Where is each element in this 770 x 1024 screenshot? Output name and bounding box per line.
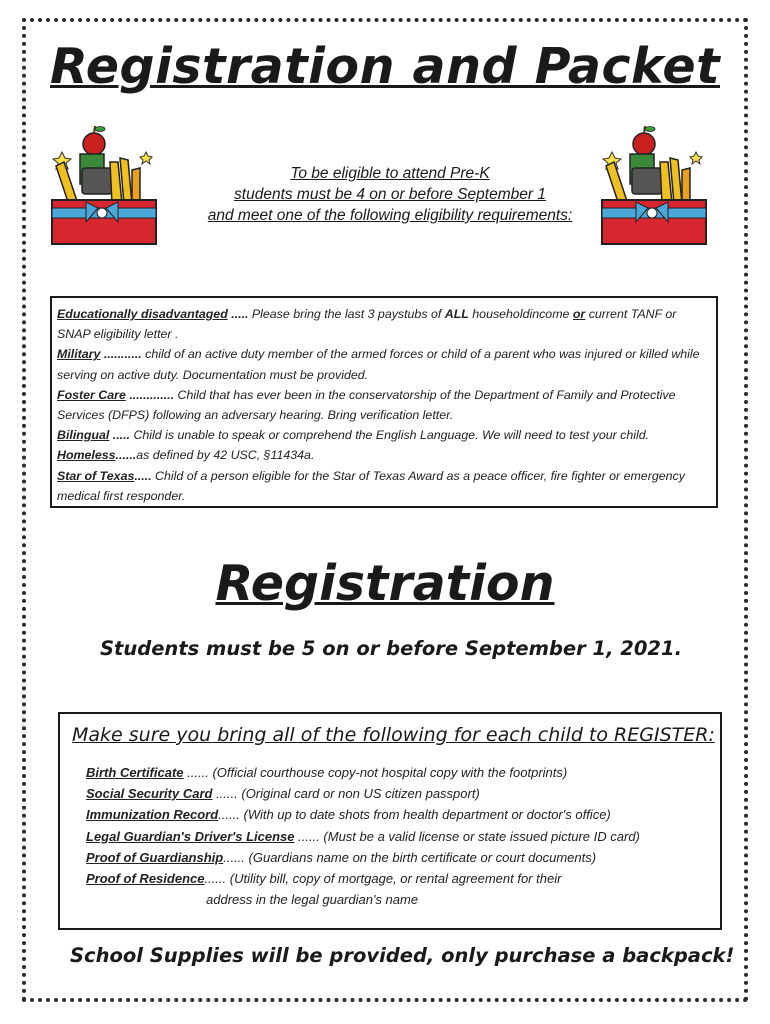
document-text: (With up to date shots from health department or doctor's office)	[243, 807, 611, 823]
document-continuation: address in the legal guardian's name	[206, 892, 419, 908]
requirement-text: Child of a person eligible for the Star of Texas Award as a peace officer, fire fighter or emergency medical first responder.	[57, 468, 685, 503]
requirement-emphasis: or	[572, 307, 586, 321]
requirement-emphasis: ALL	[444, 307, 469, 321]
document-dots: ......	[212, 786, 242, 802]
requirement-term: Homeless	[57, 448, 116, 463]
requirement-text: current TANF or SNAP eligibility letter .	[57, 307, 677, 342]
eligibility-line-1: To be eligible to attend Pre-K	[290, 165, 490, 182]
document-text: (Original card or non US citizen passport)	[241, 786, 480, 802]
document-proof-of-residence	[86, 868, 716, 889]
document-term: Legal Guardian's Driver's License	[86, 828, 295, 844]
documents-list	[86, 762, 716, 910]
requirement-star-of-texas	[57, 466, 708, 506]
document-dots: ......	[183, 765, 213, 780]
document-dots: ......	[294, 828, 324, 844]
requirement-dots: .....	[134, 468, 156, 483]
age-requirement: Students must be 5 on or before September 1, 2021.	[100, 637, 682, 660]
requirement-term: Educationally disadvantaged	[57, 307, 228, 321]
requirement-bilingual	[57, 425, 708, 445]
documents-heading: Make sure you bring all of the following for each child to REGISTER:	[72, 724, 715, 746]
requirement-educationally-disadvantaged	[57, 304, 708, 344]
eligibility-line-3: and meet one of the following eligibility requirements:	[207, 207, 573, 224]
requirement-homeless	[57, 445, 708, 465]
document-dots: ......	[223, 849, 249, 865]
page-title: Registration and Packet	[49, 38, 720, 95]
requirement-text: child of an active duty member of the armed forces or child of a parent who was injured or killed while serving on active duty. Documentation must be provided.	[57, 347, 700, 382]
document-dots: ......	[218, 807, 244, 823]
document-social-security-card	[86, 783, 716, 804]
document-term: Proof of Guardianship	[86, 849, 224, 865]
requirement-dots: ...........	[100, 347, 146, 362]
requirement-text: Child is unable to speak or comprehend the English Language. We will need to test your child.	[133, 428, 650, 443]
requirement-text: householdincome	[468, 307, 573, 321]
requirement-term: Military	[57, 347, 101, 362]
requirement-military	[57, 344, 708, 384]
document-dots: ......	[204, 871, 230, 887]
requirement-dots: .....	[109, 428, 134, 443]
document-text: (Guardians name on the birth certificate or court documents)	[248, 849, 597, 865]
document-term: Social Security Card	[86, 786, 213, 802]
document-text: (Official courthouse copy-not hospital copy with the footprints)	[212, 765, 568, 780]
document-proof-of-guardianship	[86, 847, 716, 868]
document-term: Birth Certificate	[86, 765, 184, 780]
document-immunization-record	[86, 804, 716, 825]
eligibility-requirements-box	[50, 296, 718, 508]
document-text: (Utility bill, copy of mortgage, or rental agreement for their	[229, 871, 562, 887]
requirement-text: as defined by 42 USC, §11434a.	[136, 448, 315, 463]
document-birth-certificate	[86, 762, 716, 783]
document-term: Immunization Record	[86, 807, 219, 823]
document-term: Proof of Residence	[86, 871, 205, 887]
requirement-term: Foster Care	[57, 387, 126, 402]
school-supplies-note: School Supplies will be provided, only purchase a backpack!	[70, 944, 735, 967]
requirement-foster-care	[57, 385, 708, 425]
document-text: (Must be a valid license or state issued picture ID card)	[323, 828, 640, 844]
requirement-text: Child that has ever been in the conservatorship of the Department of Family and Protective Services (DFPS) following an adversary hearing. Bring verification letter.	[57, 387, 676, 423]
required-documents-box	[58, 712, 722, 930]
eligibility-line-2: students must be 4 on or before September 1	[234, 186, 546, 203]
requirement-term: Bilingual	[57, 428, 110, 443]
requirement-text: Please bring the last 3 paystubs of	[251, 307, 445, 321]
eligibility-intro	[150, 163, 630, 226]
requirement-term: Star of Texas	[57, 468, 135, 483]
requirement-dots: ......	[115, 448, 137, 463]
document-drivers-license	[86, 826, 716, 847]
requirement-dots: .....	[227, 307, 252, 321]
registration-title: Registration	[215, 555, 555, 612]
requirement-dots: .............	[125, 387, 178, 402]
